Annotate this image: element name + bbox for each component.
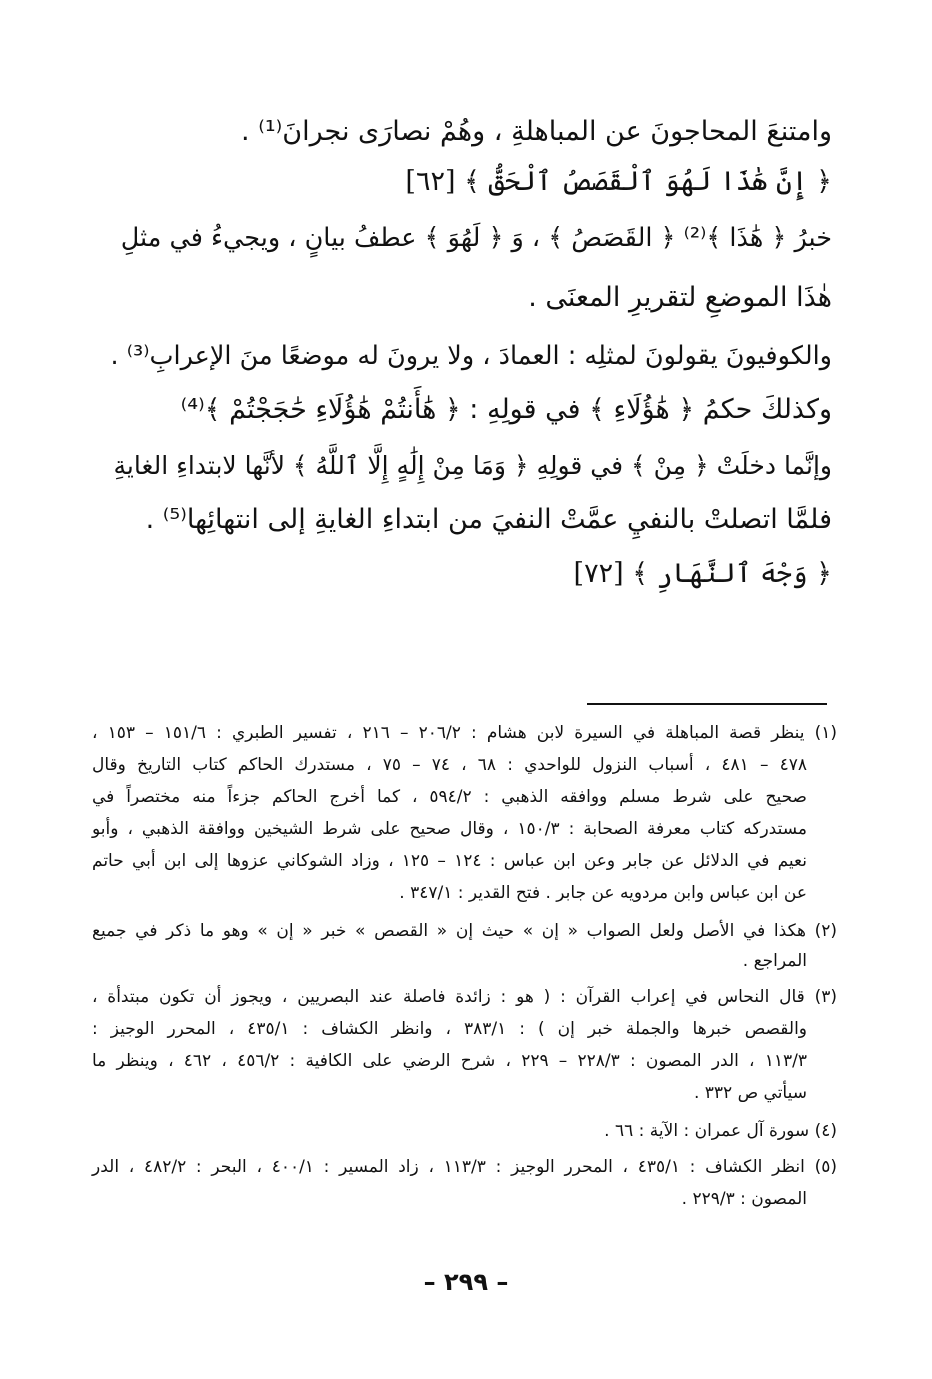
footnote-line: ١١٣/٣ ، الدر المصون : ٢٢٨/٣ – ٢٢٩ ، شرح الرضي على الكافية : ٤٥٦/٢ ، ٤٦٢ ، وينظر ما	[92, 1051, 808, 1071]
quran-verse: ﴿ وَجْهَ ٱلنَّهَارِ ﴾ [٧٢]	[573, 558, 832, 589]
footnote-line: سيأتي ص ٣٣٢ .	[693, 1083, 807, 1103]
page-number: – ٢٩٩ –	[423, 1268, 509, 1296]
text-line: خبرُ ﴿ هَٰذَا ﴾⁽²⁾ ﴿ القَصَصُ ﴾ ، وَ ﴿ لَهُوَ ﴾ عطفُ بيانٍ ، ويجيءُ في مثلِ	[120, 223, 832, 253]
text-line: وكذلكَ حكمُ ﴿ هَٰؤُلَاءِ ﴾ في قولِهِ : ﴿ هَٰأَنتُمْ هَٰؤُلَاءِ حَٰجَجْتُمْ ﴾⁽⁴⁾	[180, 394, 832, 425]
footnote-separator	[587, 703, 827, 705]
footnote-line: ٤٧٨ – ٤٨١ ، أسباب النزول للواحدي : ٦٨ ، ٧٤ – ٧٥ ، مستدرك الحاكم كتاب التاريخ وقال	[92, 755, 807, 775]
footnote-line: (٣) قال النحاس في إعراب القرآن : ( هو : زائدة فاصلة عند البصريين ، ويجوز أن تكون مبتدأة ،	[92, 987, 837, 1007]
text-line: وامتنعَ المحاجونَ عن المباهلةِ ، وهُمْ نصارَى نجرانَ⁽¹⁾ .	[241, 116, 832, 147]
footnote-line: المراجع .	[742, 951, 807, 971]
footnote-line: نعيم في الدلائل عن جابر وعن ابن عباس : ١٢٤ – ١٢٥ ، وزاد الشوكاني عزوها إلى ابن أبي حاتم	[92, 851, 807, 871]
text-line: هٰذَا الموضعِ لتقريرِ المعنَى .	[528, 282, 832, 313]
footnote-line: (٢) هكذا في الأصل ولعل الصواب « إن » حيث إن « القصص » خبر « إن » وهو ما ذكر في جميع	[92, 921, 837, 941]
footnote-line: عن ابن عباس وابن مردويه عن جابر . فتح القدير : ٣٤٧/١ .	[399, 883, 807, 903]
footnote-line: والقصص خبرها والجملة خبر إن ) : ٣٨٣/١ ، وانظر الكشاف : ٤٣٥/١ ، المحرر الوجيز :	[92, 1019, 808, 1039]
footnote-line: صحيح على شرط مسلم ووافقه الذهبي : ٥٩٤/٢ ، كما أخرج الحاكم جزءاً منه مختصراً في	[92, 787, 807, 807]
text-line: وإنَّما دخلَتْ ﴿ مِنْ ﴾ في قولِهِ ﴿ وَمَا مِنْ إِلَٰهٍ إِلَّا ٱللَّهُ ﴾ لأنَّها لابتداءِ الغايةِ	[113, 451, 832, 480]
footnote-line: (٤) سورة آل عمران : الآية : ٦٦ .	[604, 1121, 837, 1141]
footnote-line: (١) ينظر قصة المباهلة في السيرة لابن هشام : ٢٠٦/٢ – ٢١٦ ، تفسير الطبري : ١٥١/٦ – ١٥٣ ،	[92, 723, 837, 743]
text-line: والكوفيونَ يقولونَ لمثلِه : العمادَ ، ولا يرونَ له موضعًا منَ الإعرابِ⁽³⁾ .	[110, 341, 832, 371]
footnote-line: (٥) انظر الكشاف : ٤٣٥/١ ، المحرر الوجيز : ١١٣/٣ ، زاد المسير : ٤٠٠/١ ، البحر : ٤٨٢/٢ ، الدر	[92, 1157, 838, 1177]
quran-verse: ﴿ إِنَّ هَٰذَا لَهُوَ ٱلْقَصَصُ ٱلْحَقُّ ﴾ [٦٢]	[405, 166, 832, 197]
footnote-line: المصون : ٢٢٩/٣ .	[681, 1189, 807, 1209]
text-line: فلمَّا اتصلتْ بالنفيِ عمَّتْ النفيَ من ابتداءِ الغايةِ إلى انتهائِها⁽⁵⁾ .	[145, 504, 832, 535]
footnote-line: مستدركه كتاب معرفة الصحابة : ١٥٠/٣ ، وقال صحيح على شرط الشيخين ووافقة الذهبي ، وأبو	[92, 819, 807, 839]
